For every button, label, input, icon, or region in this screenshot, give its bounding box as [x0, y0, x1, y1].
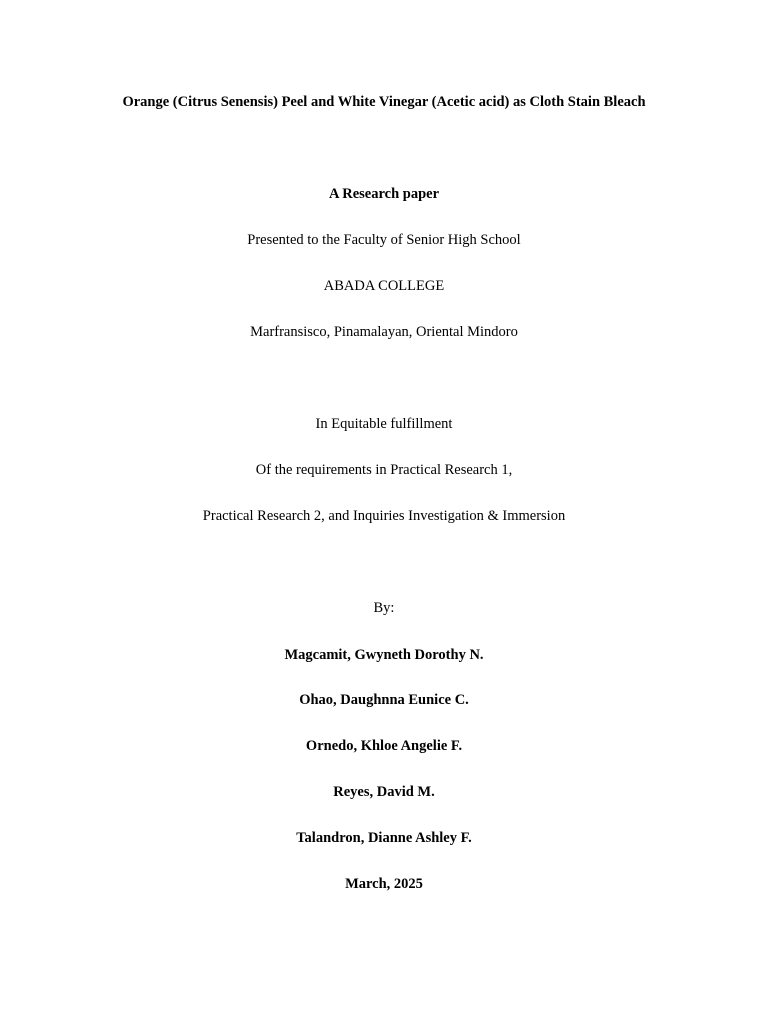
author-name: Reyes, David M.	[333, 784, 435, 800]
author-name: Ornedo, Khloe Angelie F.	[305, 738, 463, 754]
paper-type: A Research paper	[328, 186, 440, 202]
document-title: Orange (Citrus Senensis) Peel and White Vinegar (Acetic acid) as Cloth Stain Bleach	[122, 94, 646, 110]
fulfillment-line-1: In Equitable fulfillment	[315, 416, 453, 432]
school-name: ABADA COLLEGE	[323, 278, 445, 294]
fulfillment-line-2: Of the requirements in Practical Research 1,	[255, 462, 513, 478]
presented-to: Presented to the Faculty of Senior High School	[247, 232, 521, 248]
author-name: Ohao, Daughnna Eunice C.	[299, 692, 469, 708]
author-name: Magcamit, Gwyneth Dorothy N.	[284, 647, 484, 663]
by-label: By:	[373, 600, 395, 616]
fulfillment-line-3: Practical Research 2, and Inquiries Investigation & Immersion	[202, 508, 566, 524]
school-location: Marfransisco, Pinamalayan, Oriental Mindoro	[250, 324, 518, 340]
document-date: March, 2025	[345, 876, 423, 892]
author-name: Talandron, Dianne Ashley F.	[296, 830, 472, 846]
